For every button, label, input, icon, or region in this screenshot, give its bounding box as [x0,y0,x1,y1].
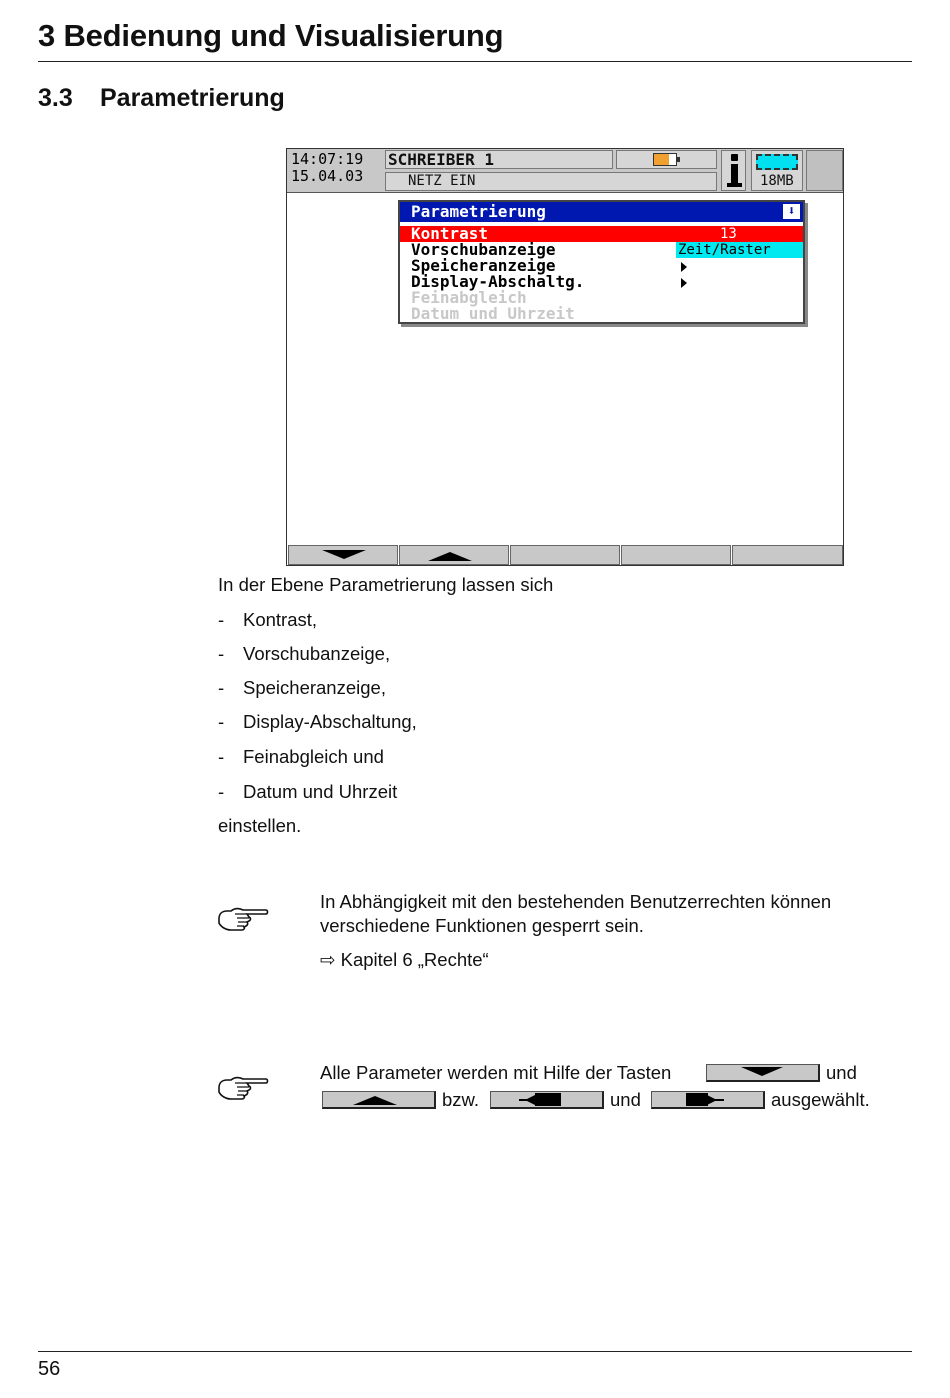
intro-text: In der Ebene Parametrierung lassen sich [218,574,554,595]
chapter-reference-link[interactable]: ⇨ Kapitel 6 „Rechte“ [320,949,489,970]
list-item: - Speicheranzeige, [218,677,386,698]
memory-free: 18MB [760,173,794,189]
status-bar-blank [806,150,843,191]
contrast-value: 13 [720,226,737,242]
memory-indicator [751,150,803,191]
submenu-arrow-icon [681,278,687,288]
note-keys-text-a: Alle Parameter werden mit Hilfe der Tasten [320,1062,672,1083]
list-item: - Vorschubanzeige, [218,643,391,664]
list-item: - Display-Abschaltung, [218,711,417,732]
key-up [322,1091,436,1109]
softkey-3[interactable] [510,545,620,565]
note-keys-text-c: bzw. [442,1089,480,1110]
note-keys-text-d: und [610,1089,641,1110]
footer-rule [38,1351,912,1352]
up-arrow-icon [353,1096,397,1105]
parameter-menu [398,200,805,324]
info-button[interactable] [721,150,746,191]
softkey-down[interactable] [288,545,398,565]
menu-item-kontrast[interactable]: Kontrast 13 [400,226,803,242]
feed-display-value: Zeit/Raster [676,242,803,258]
section-title [38,84,285,113]
recorder-name: SCHREIBER 1 [385,150,613,169]
menu-item-vorschubanzeige[interactable]: Vorschubanzeige Zeit/Raster [400,242,803,258]
chapter-title: 3 Bedienung und Visualisierung [38,18,504,53]
menu-title: Parametrierung ⬇ [400,202,803,222]
menu-item-feinabgleich: Feinabgleich [411,288,527,307]
list-item: - Kontrast, [218,609,318,630]
menu-item-speicheranzeige[interactable]: Speicheranzeige [400,258,803,274]
battery-indicator [616,150,717,169]
menu-item-datum-uhrzeit: Datum und Uhrzeit [411,304,575,323]
clock [291,151,363,185]
header-rule [38,61,912,62]
menu-item-display-abschaltung[interactable]: Display-Abschaltg. [400,274,803,290]
softkey-bar [287,545,843,565]
memory-card-icon [756,154,798,170]
softkey-5[interactable] [732,545,843,565]
key-left [490,1091,604,1109]
submenu-arrow-icon [681,262,687,272]
pointing-hand-icon [217,905,269,935]
note-rights-line2: verschiedene Funktionen gesperrt sein. [320,915,644,936]
softkey-up[interactable] [399,545,509,565]
power-status: NETZ EIN [385,172,717,191]
list-item: - Feinabgleich und [218,746,384,767]
time: 14:07:19 [291,150,364,168]
section-title-text: Parametrierung [100,84,285,112]
down-arrow-icon [322,550,366,559]
device-screen [286,148,844,566]
arrow-down-icon[interactable]: ⬇ [783,204,800,219]
softkey-4[interactable] [621,545,731,565]
key-down [706,1064,820,1082]
section-number: 3.3 [38,84,73,112]
date: 15.04.03 [291,167,364,185]
down-arrow-icon [741,1067,783,1076]
page-number: 56 [38,1358,61,1380]
note-keys-text-e: ausgewählt. [771,1089,870,1110]
screen-status-bar [287,149,843,193]
note-rights-line1: In Abhängigkeit mit den bestehenden Benutzerrechten können [320,891,832,912]
battery-icon [653,153,677,166]
up-arrow-icon [428,552,472,561]
pointing-hand-icon [217,1074,269,1104]
key-right [651,1091,765,1109]
note-keys-text-b: und [826,1062,857,1083]
list-item: - Datum und Uhrzeit [218,781,398,802]
outro-text: einstellen. [218,815,302,836]
